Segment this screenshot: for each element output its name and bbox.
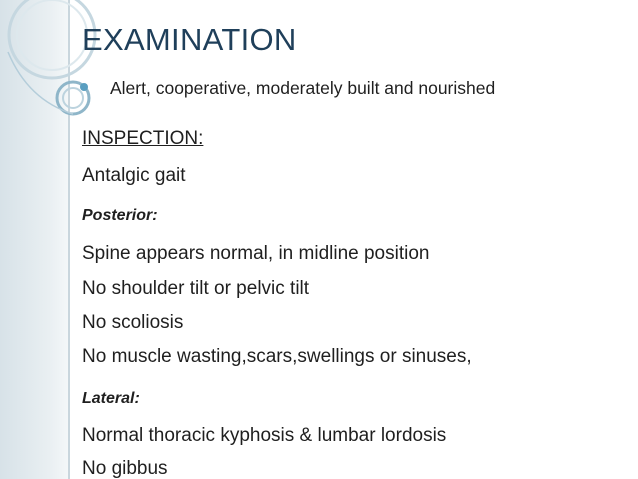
lateral-finding: No gibbus: [82, 458, 168, 479]
posterior-finding: Spine appears normal, in midline position: [82, 243, 430, 264]
posterior-finding: No muscle wasting,scars,swellings or sinuses,: [82, 346, 472, 367]
ring-swirl-icon: [0, 0, 140, 140]
page-title: EXAMINATION: [82, 22, 297, 57]
inspection-heading: INSPECTION:: [82, 128, 204, 149]
bullet-dot-icon: [80, 83, 88, 91]
bullet-text: Alert, cooperative, moderately built and nourished: [110, 78, 496, 98]
lateral-heading: Lateral:: [82, 390, 140, 407]
lateral-finding: Normal thoracic kyphosis & lumbar lordosis: [82, 425, 447, 446]
posterior-heading: Posterior:: [82, 207, 158, 224]
posterior-finding: No scoliosis: [82, 312, 184, 333]
gait-finding: Antalgic gait: [82, 165, 186, 186]
posterior-finding: No shoulder tilt or pelvic tilt: [82, 278, 310, 299]
